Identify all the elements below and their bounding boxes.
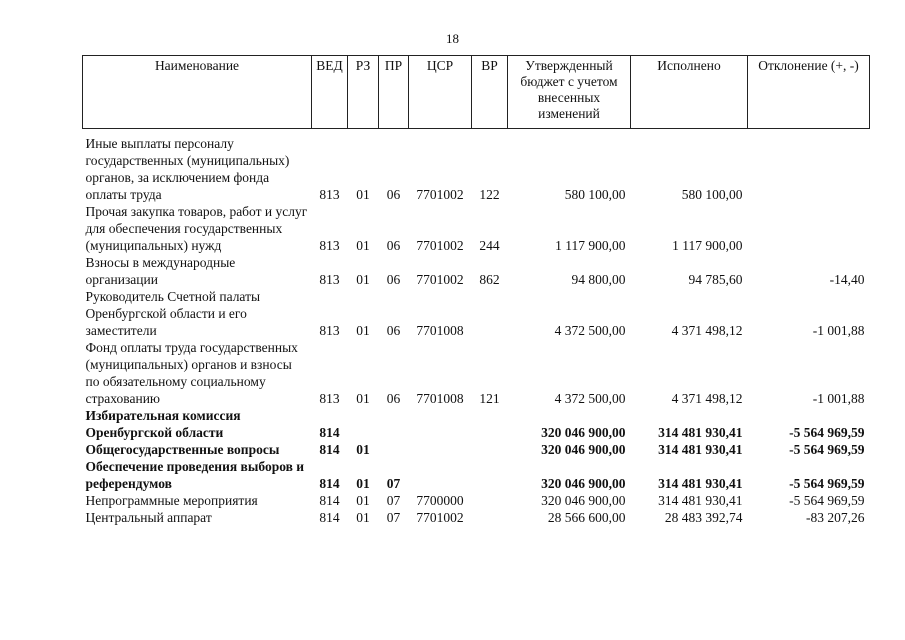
- row-executed: 314 481 930,41: [658, 425, 743, 440]
- row-name: Избирательная комиссия Оренбургской области: [85, 408, 241, 440]
- row-name: Непрограммные мероприятия: [85, 493, 258, 508]
- row-csr: 7701002: [416, 187, 464, 202]
- row-rz: 01: [356, 442, 370, 457]
- row-deviation: -5 564 969,59: [789, 425, 865, 440]
- row-ved: 813: [319, 323, 340, 338]
- page-number: 18: [446, 31, 459, 46]
- row-ved: 814: [319, 476, 340, 491]
- row-executed: 4 371 498,12: [671, 391, 743, 406]
- row-name: Иные выплаты персоналу государственных (муниципальных) органов, за исключением фонда оплаты труда: [85, 136, 290, 202]
- row-deviation: -14,40: [829, 272, 865, 287]
- table-row: [83, 339, 870, 407]
- row-csr: [409, 441, 472, 458]
- header-vr: ВР: [472, 56, 508, 129]
- row-csr: [409, 407, 472, 441]
- row-csr: 7701002: [416, 238, 464, 253]
- row-deviation: [748, 203, 870, 254]
- row-vr: [472, 458, 508, 492]
- header-pr: ПР: [379, 56, 409, 129]
- row-ved: 813: [319, 187, 340, 202]
- row-executed: 28 483 392,74: [664, 510, 743, 525]
- row-rz: 01: [356, 272, 370, 287]
- row-vr: [472, 441, 508, 458]
- row-csr: 7701002: [416, 272, 464, 287]
- row-deviation: -83 207,26: [806, 510, 865, 525]
- row-pr: 06: [386, 187, 401, 202]
- row-name: Общегосударственные вопросы: [85, 442, 280, 457]
- row-vr: [472, 509, 508, 526]
- header-csr: ЦСР: [409, 56, 472, 129]
- row-pr: 06: [386, 391, 401, 406]
- table-row: [83, 492, 870, 509]
- row-ved: 813: [319, 238, 340, 253]
- header-deviation: Отклонение (+, -): [748, 56, 870, 129]
- row-approved: 94 800,00: [571, 272, 626, 287]
- row-name: Обеспечение проведения выборов и референдумов: [85, 459, 305, 491]
- row-pr: 07: [386, 493, 401, 508]
- row-deviation: -5 564 969,59: [789, 442, 865, 457]
- row-ved: 814: [319, 442, 340, 457]
- row-name: Руководитель Счетной палаты Оренбургской области и его заместители: [85, 289, 261, 338]
- row-pr: 06: [386, 323, 401, 338]
- row-executed: 580 100,00: [681, 187, 743, 202]
- row-deviation: [748, 129, 870, 204]
- row-approved: 320 046 900,00: [541, 476, 626, 491]
- row-executed: 314 481 930,41: [658, 493, 743, 508]
- row-csr: 7700000: [416, 493, 464, 508]
- row-approved: 1 117 900,00: [555, 238, 626, 253]
- row-rz: [348, 407, 379, 441]
- row-deviation: -1 001,88: [812, 323, 865, 338]
- row-vr: [472, 492, 508, 509]
- row-deviation: -5 564 969,59: [789, 493, 865, 508]
- table-row: [83, 441, 870, 458]
- row-pr: 07: [386, 476, 401, 491]
- table-row: [83, 288, 870, 339]
- row-approved: 28 566 600,00: [547, 510, 626, 525]
- row-executed: 314 481 930,41: [658, 442, 743, 457]
- header-ved: ВЕД: [312, 56, 348, 129]
- row-rz: 01: [356, 493, 370, 508]
- row-pr: 07: [386, 510, 401, 525]
- row-ved: 814: [319, 493, 340, 508]
- row-executed: 314 481 930,41: [658, 476, 743, 491]
- row-name: Центральный аппарат: [85, 510, 212, 525]
- row-pr: 06: [386, 238, 401, 253]
- row-ved: 813: [319, 272, 340, 287]
- row-pr: [379, 441, 409, 458]
- row-vr: [472, 407, 508, 441]
- row-vr: 121: [479, 391, 500, 406]
- row-approved: 580 100,00: [564, 187, 626, 202]
- table-row: [83, 129, 870, 204]
- row-csr: [409, 458, 472, 492]
- row-executed: 4 371 498,12: [671, 323, 743, 338]
- row-csr: 7701002: [416, 510, 464, 525]
- row-vr: 244: [479, 238, 500, 253]
- header-approved: Утвержденный бюджет с учетом внесенных изменений: [508, 56, 631, 129]
- row-csr: 7701008: [416, 391, 464, 406]
- header-rz: РЗ: [348, 56, 379, 129]
- header-name: Наименование: [83, 56, 312, 129]
- row-approved: 4 372 500,00: [554, 323, 626, 338]
- row-deviation: -5 564 969,59: [789, 476, 865, 491]
- row-ved: 814: [319, 510, 340, 525]
- row-csr: 7701008: [416, 323, 464, 338]
- row-rz: 01: [356, 391, 370, 406]
- row-executed: 94 785,60: [688, 272, 743, 287]
- row-name: Прочая закупка товаров, работ и услуг для обеспечения государственных (муниципальных) нужд: [85, 204, 308, 253]
- row-name: Взносы в международные организации: [85, 255, 236, 287]
- row-rz: 01: [356, 476, 370, 491]
- row-rz: 01: [356, 510, 370, 525]
- table-row: [83, 407, 870, 441]
- row-approved: 4 372 500,00: [554, 391, 626, 406]
- row-vr: 122: [479, 187, 500, 202]
- row-pr: [379, 407, 409, 441]
- budget-table: [82, 55, 870, 526]
- row-deviation: -1 001,88: [812, 391, 865, 406]
- table-header-row: [83, 56, 870, 129]
- row-vr: [472, 288, 508, 339]
- row-vr: 862: [479, 272, 500, 287]
- row-rz: 01: [356, 238, 370, 253]
- table-row: [83, 509, 870, 526]
- table-row: [83, 254, 870, 288]
- table-row: [83, 458, 870, 492]
- row-rz: 01: [356, 187, 370, 202]
- row-approved: 320 046 900,00: [541, 493, 626, 508]
- row-pr: 06: [386, 272, 401, 287]
- row-name: Фонд оплаты труда государственных (муниципальных) органов и взносы по обязательному социальному страхованию: [85, 340, 298, 406]
- table-row: [83, 203, 870, 254]
- row-rz: 01: [356, 323, 370, 338]
- row-approved: 320 046 900,00: [541, 425, 626, 440]
- header-executed: Исполнено: [631, 56, 748, 129]
- row-ved: 813: [319, 391, 340, 406]
- row-approved: 320 046 900,00: [541, 442, 626, 457]
- row-executed: 1 117 900,00: [672, 238, 743, 253]
- row-ved: 814: [319, 425, 340, 440]
